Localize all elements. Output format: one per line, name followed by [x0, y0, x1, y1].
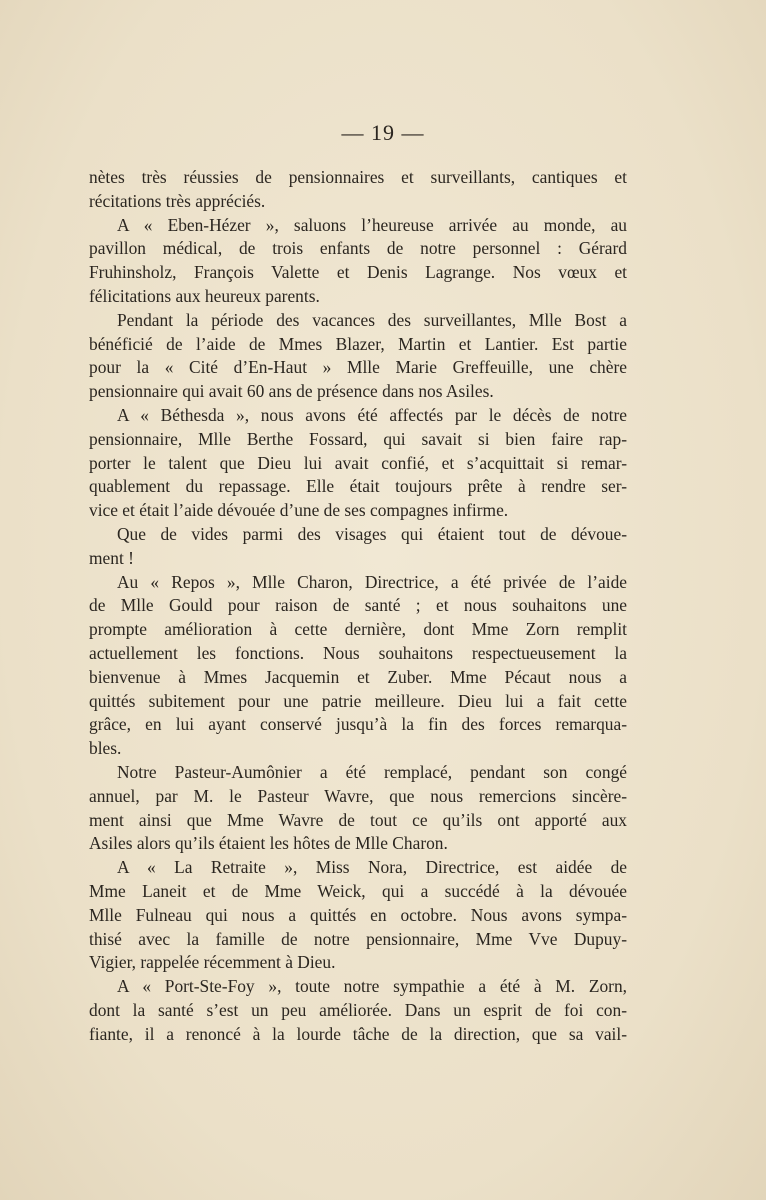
text-line: Fruhinsholz, François Valette et Denis Lagrange. Nos vœux et [89, 262, 627, 283]
text-line: récitations très appréciés. [89, 190, 266, 211]
text-line: bénéficié de l’aide de Mmes Blazer, Martin et Lantier. Est partie [89, 333, 627, 354]
text-line: nètes très réussies de pensionnaires et surveillants, cantiques et [89, 167, 627, 187]
text-line: pensionnaire qui avait 60 ans de présence dans nos Asiles. [89, 381, 494, 402]
text-line: quablement du repassage. Elle était toujours prête à rendre ser- [89, 476, 627, 497]
text-line: Asiles alors qu’ils étaient les hôtes de Mlle Charon. [89, 833, 448, 854]
text-line: A « La Retraite », Miss Nora, Directrice, est aidée de [117, 857, 627, 878]
text-line: Que de vides parmi des visages qui étaient tout de dévoue- [117, 523, 627, 544]
text-line: bienvenue à Mmes Jacquemin et Zuber. Mme Pécaut nous a [89, 666, 627, 687]
text-line: Vigier, rappelée récemment à Dieu. [89, 952, 336, 973]
body-text [89, 166, 627, 1046]
text-line: Pendant la période des vacances des surveillantes, Mlle Bost a [117, 309, 627, 330]
text-line: A « Eben-Hézer », saluons l’heureuse arrivée au monde, au [117, 214, 627, 235]
text-line: de Mlle Gould pour raison de santé ; et nous souhaitons une [89, 595, 627, 616]
text-line: Mme Laneit et de Mme Weick, qui a succédé à la dévouée [89, 880, 627, 901]
text-line: actuellement les fonctions. Nous souhaitons respectueusement la [89, 642, 627, 663]
text-line: porter le talent que Dieu lui avait confié, et s’acquittait si remar- [89, 452, 627, 473]
text-line: annuel, par M. le Pasteur Wavre, que nous remercions sincère- [89, 785, 627, 806]
text-line: pour la « Cité d’En-Haut » Mlle Marie Greffeuille, une chère [89, 357, 627, 378]
text-line: pavillon médical, de trois enfants de notre personnel : Gérard [89, 238, 627, 259]
text-line: thisé avec la famille de notre pensionnaire, Mme Vve Dupuy- [89, 928, 627, 949]
text-line: Mlle Fulneau qui nous a quittés en octobre. Nous avons sympa- [89, 904, 627, 925]
text-line: félicitations aux heureux parents. [89, 285, 320, 306]
page-number: — 19 — [341, 120, 425, 145]
text-line: ment ainsi que Mme Wavre de tout ce qu’ils ont apporté aux [89, 809, 627, 830]
text-line: A « Port-Ste-Foy », toute notre sympathie a été à M. Zorn, [117, 976, 627, 997]
text-line: dont la santé s’est un peu améliorée. Dans un esprit de foi con- [89, 999, 627, 1020]
text-line: ment ! [89, 547, 134, 568]
text-line: Notre Pasteur-Aumônier a été remplacé, pendant son congé [117, 761, 627, 782]
text-line: fiante, il a renoncé à la lourde tâche de la direction, que sa vail- [89, 1023, 627, 1044]
text-line: quittés subitement pour une patrie meilleure. Dieu lui a fait cette [89, 690, 627, 711]
text-line: bles. [89, 738, 122, 759]
text-line: pensionnaire, Mlle Berthe Fossard, qui savait si bien faire rap- [89, 428, 627, 449]
text-line: vice et était l’aide dévouée d’une de ses compagnes infirme. [89, 500, 509, 521]
text-line: grâce, en lui ayant conservé jusqu’à la fin des forces remarqua- [89, 714, 627, 735]
text-line: Au « Repos », Mlle Charon, Directrice, a été privée de l’aide [117, 571, 627, 592]
text-line: A « Béthesda », nous avons été affectés par le décès de notre [117, 404, 627, 425]
text-line: prompte amélioration à cette dernière, dont Mme Zorn remplit [89, 619, 627, 640]
